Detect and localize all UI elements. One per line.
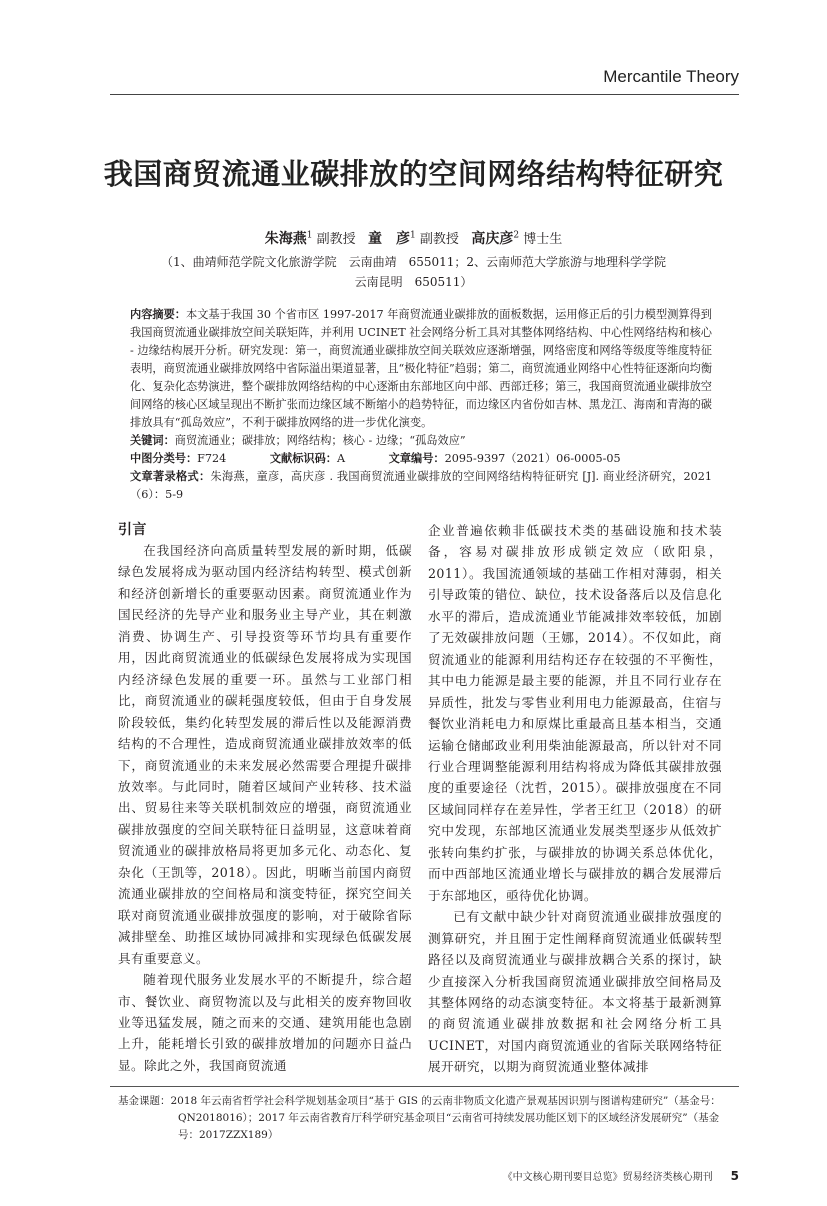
author-name: 高庆彦	[471, 231, 514, 247]
article-no-label: 文章编号：	[388, 452, 445, 465]
keywords	[130, 432, 712, 450]
author-line	[88, 229, 739, 250]
body-paragraph: 随着现代服务业发展水平的不断提升，综合超市、餐饮业、商贸物流以及与此相关的废弃物回收业等迅猛发展，随之而来的交通、建筑用能也急剧上升，能耗增长引致的碳排放增加的问题亦日益凸显。除此之外，我国商贸流通	[118, 972, 412, 1073]
body-paragraph: 企业普遍依赖非低碳技术类的基础设施和技术装备，容易对碳排放形成锁定效应（欧阳泉，2011）。我国流通领域的基础工作相对薄弱，相关引导政策的错位、缺位，技术设备落后以及信息化水平的滞后，造成流通业节能减排效率较低，加剧了无效碳排放问题（王娜，2014）。不仅如此，商贸流通业的能源利用结构还存在较强的不平衡性，其中电力能源是最主要的能源，并且不同行业存在异质性，批发与零售业利用电力能源最高，住宿与餐饮业消耗电力和原煤比重最高且基本相当，交通运输仓储邮政业利用柴油能源最高，所以针对不同行业合理调整能源利用结构将成为降低其碳排放强度的重要途径（沈哲，2015）。碳排放强度在不同区域间同样存在差异性，学者王红卫（2018）的研究中发现，东部地区流通业发展类型逐步从低效扩张转向集约扩张，与碳排放的协调关系总体优化，而中西部地区流通业增长与碳排放的耦合发展滞后于东部地区，亟待优化协调。	[428, 523, 722, 903]
page-number: 5	[730, 1168, 739, 1183]
keywords-text: 商贸流通业；碳排放；网络结构；核心 - 边缘；“孤岛效应”	[174, 434, 466, 447]
author-affil-mark: 2	[513, 230, 520, 241]
running-head: Mercantile Theory	[603, 67, 739, 86]
clc-label: 中图分类号：	[130, 452, 198, 465]
body-paragraph: 已有文献中缺少针对商贸流通业碳排放强度的测算研究，并且囿于定性阐释商贸流通业低碳转型路径以及商贸流通业与碳排放耦合关系的探讨，缺少直接深入分析我国商贸流通业碳排放空间格局及其整体网络的动态演变特征。本文将基于最新测算的商贸流通业碳排放数据和社会网络分析工具 UCINET，对国内商贸流通业的省际关联网络特征展开研究，以期为商贸流通业整体减排	[428, 909, 722, 1075]
article-no-value: 2095-9397（2021）06-0005-05	[444, 452, 621, 465]
abstract	[130, 306, 712, 432]
affiliation-line: 云南昆明 650511）	[354, 275, 473, 289]
front-matter	[130, 306, 712, 504]
author-affil-mark: 1	[306, 230, 313, 241]
author-name: 朱海燕	[264, 231, 307, 247]
author-role: 副教授	[316, 232, 356, 247]
body-paragraph: 在我国经济向高质量转型发展的新时期，低碳绿色发展将成为驱动国内经济结构转型、模式创新和经济创新增长的重要驱动因素。商贸流通业作为国民经济的先导产业和服务业主导产业，其在刺激消费、协调生产、引导投资等环节均具有重要作用，因此商贸流通业的低碳绿色发展将成为实现国内经济绿色发展的重要一环。虽然与工业部门相比，商贸流通业的碳耗强度较低，但由于自身发展阶段较低，集约化转型发展的滞后性以及能源消费结构的不合理性，造成商贸流通业碳排放效率的低下，商贸流通业的未来发展必然需要合理提升碳排放效率。与此同时，随着区域间产业转移、技术溢出、贸易往来等关联机制效应的增强，商贸流通业碳排放强度的空间关联特征日益明显，这意味着商贸流通业的碳排放格局将更加多元化、动态化、复杂化（王凯等，2018）。因此，明晰当前国内商贸流通业碳排放的空间格局和演变特征，探究空间关联对商贸流通业碳排放强度的影响，对于破除省际减排壁垒、助推区域协同减排和实现绿色低碳发展具有重要意义。	[118, 543, 412, 966]
citation	[130, 468, 712, 504]
header-rule	[110, 94, 739, 95]
doc-code-value: A	[336, 452, 346, 465]
doc-code-label: 文献标识码：	[269, 452, 337, 465]
abstract-text: 本文基于我国 30 个省市区 1997-2017 年商贸流通业碳排放的面板数据，运用修正后的引力模型测算得到我国商贸流通业碳排放空间关联矩阵，并利用 UCINET 社会网络分析工具对其整体网络结构、中心性网络结构和核心 - 边缘结构展开分析。研究发现：第一，商贸流通业碳排放空间关联效应逐渐增强，网络密度和网络等级度等维度特征表明，商贸流通业碳排放网络中省际溢出渠道显著，且“极化特征”趋弱；第二，商贸流通业网络中心性特征逐渐向均衡化、复杂化态势演进，整个碳排放网络结构的中心逐渐由东部地区向中部、西部迁移；第三，我国商贸流通业碳排放空间网络的核心区域呈现出不断扩张而边缘区域不断缩小的趋势特征，而边缘区内省份如吉林、黑龙江、海南和青海的碳排放具有“孤岛效应”，不利于碳排放网络的进一步优化演变。	[130, 308, 713, 429]
citation-label: 文章著录格式：	[130, 470, 211, 483]
affiliation-line: （1、曲靖师范学院文化旅游学院 云南曲靖 655011；2、云南师范大学旅游与地理科学学院	[160, 255, 667, 269]
right-column	[428, 520, 722, 1078]
body-columns	[118, 520, 722, 1078]
author-name: 童 彦	[368, 231, 411, 247]
clc-value: F724	[197, 452, 227, 465]
funding-note: 基金课题：2018 年云南省哲学社会科学规划基金项目“基于 GIS 的云南非物质文化遗产景观基因识别与图谱构建研究”（基金号：QN2018016）；2017 年云南省教育厅科学研究基金项目“云南省可持续发展功能区划下的区域经济发展研究”（基金号：2017ZZX189）	[118, 1094, 721, 1141]
author-affil-mark: 1	[410, 230, 416, 241]
classification-line	[130, 450, 712, 468]
affiliations	[129, 252, 699, 292]
footer-journal: 《中文核心期刊要目总览》贸易经济类核心期刊	[502, 1171, 713, 1183]
article-title: 我国商贸流通业碳排放的空间网络结构特征研究	[103, 157, 724, 191]
citation-text: 朱海燕，童彦，高庆彦 . 我国商贸流通业碳排放的空间网络结构特征研究 [J]. 商业经济研究，2021（6）：5-9	[130, 470, 712, 501]
abstract-label: 内容摘要：	[130, 308, 186, 321]
left-column	[118, 520, 412, 1078]
section-heading: 引言	[118, 522, 147, 538]
author-role: 副教授	[419, 232, 459, 247]
author-role: 博士生	[523, 232, 563, 247]
footnote-rule	[110, 1086, 739, 1087]
keywords-label: 关键词：	[130, 434, 175, 447]
page-footer	[110, 1168, 739, 1186]
